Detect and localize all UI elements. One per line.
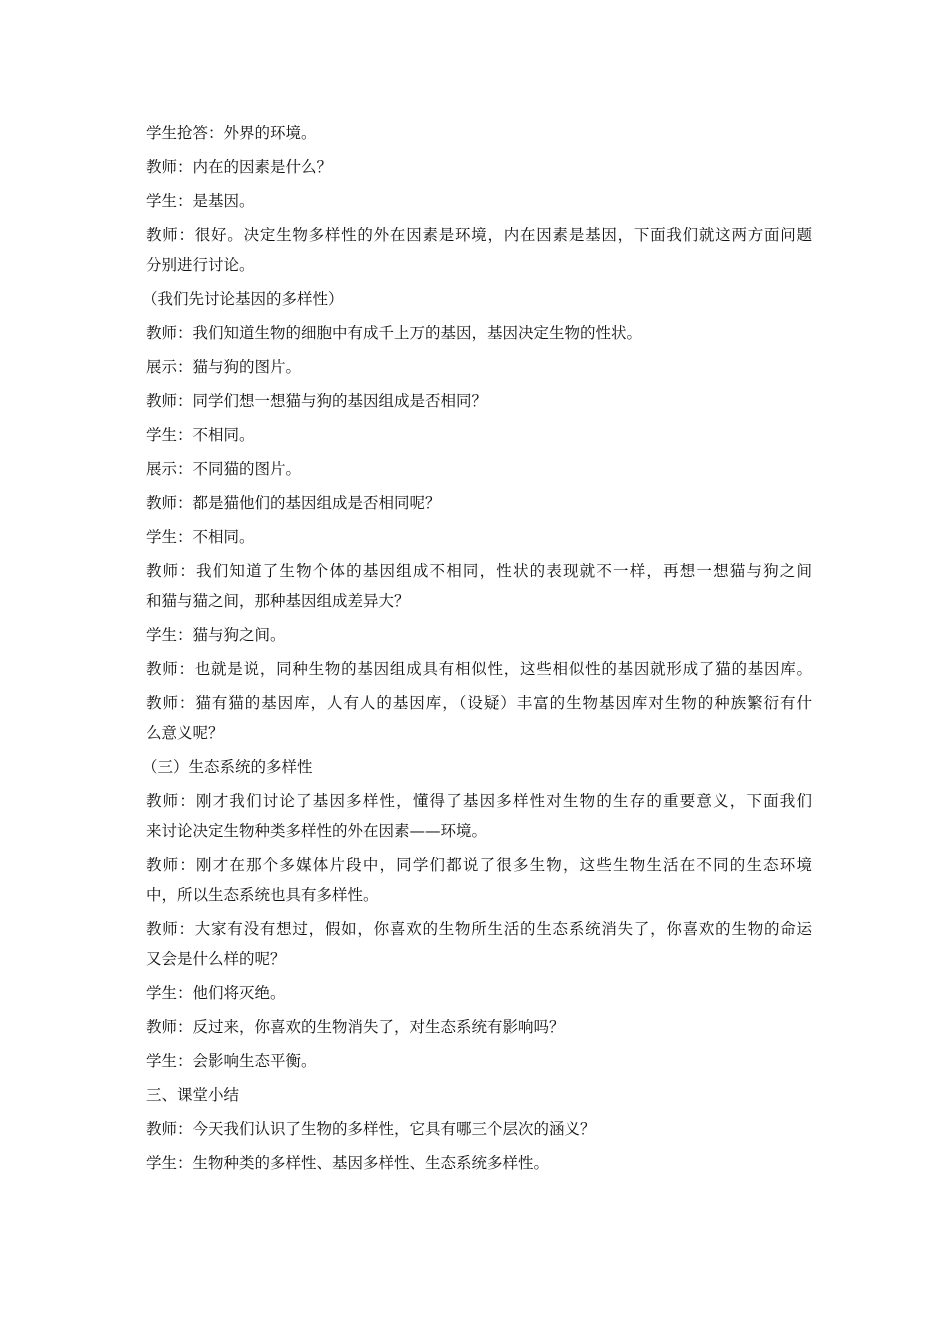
text-line: 教师：内在的因素是什么？ (146, 158, 333, 176)
text-line: 教师：刚才我们讨论了基因多样性，懂得了基因多样性对生物的生存的重要意义，下面我们 (146, 792, 812, 810)
text-line: 学生：不相同。 (146, 426, 255, 444)
text-line: 教师：我们知道生物的细胞中有成千上万的基因，基因决定生物的性状。 (146, 324, 643, 342)
text-line: 展示：不同猫的图片。 (146, 460, 302, 478)
text-line: 来讨论决定生物种类多样性的外在因素——环境。 (146, 822, 488, 840)
text-line: 分别进行讨论。 (146, 256, 255, 274)
text-line: 教师：也就是说，同种生物的基因组成具有相似性，这些相似性的基因就形成了猫的基因库。 (146, 660, 812, 678)
section-heading: 三、课堂小结 (146, 1086, 240, 1104)
text-line: 和猫与猫之间，那种基因组成差异大？ (146, 592, 410, 610)
section-heading: （三）生态系统的多样性 (142, 758, 313, 776)
text-line: 教师：反过来，你喜欢的生物消失了，对生态系统有影响吗？ (146, 1018, 565, 1036)
text-line: 展示：猫与狗的图片。 (146, 358, 302, 376)
text-line: 教师：同学们想一想猫与狗的基因组成是否相同？ (146, 392, 488, 410)
text-line: 教师：很好。决定生物多样性的外在因素是环境，内在因素是基因，下面我们就这两方面问题 (146, 226, 812, 244)
document-body (142, 124, 812, 1188)
text-line: 学生：他们将灭绝。 (146, 984, 286, 1002)
text-line: 教师：今天我们认识了生物的多样性，它具有哪三个层次的涵义？ (146, 1120, 596, 1138)
text-line: 学生：猫与狗之间。 (146, 626, 286, 644)
text-line: 教师：猫有猫的基因库，人有人的基因库，（设疑）丰富的生物基因库对生物的种族繁衍有什 (146, 694, 812, 712)
text-line: 教师：大家有没有想过，假如，你喜欢的生物所生活的生态系统消失了，你喜欢的生物的命运 (146, 920, 812, 938)
text-line: 学生：是基因。 (146, 192, 255, 210)
text-line: 中，所以生态系统也具有多样性。 (146, 886, 379, 904)
text-line: 么意义呢？ (146, 724, 224, 742)
text-line: 学生：不相同。 (146, 528, 255, 546)
text-line: 学生抢答：外界的环境。 (146, 124, 317, 142)
text-line: 又会是什么样的呢？ (146, 950, 286, 968)
text-line: 教师：都是猫他们的基因组成是否相同呢？ (146, 494, 441, 512)
text-line: 教师：刚才在那个多媒体片段中，同学们都说了很多生物，这些生物生活在不同的生态环境 (146, 856, 812, 874)
text-line: 学生：生物种类的多样性、基因多样性、生态系统多样性。 (146, 1154, 550, 1172)
section-note: （我们先讨论基因的多样性） (142, 290, 344, 308)
text-line: 教师：我们知道了生物个体的基因组成不相同，性状的表现就不一样，再想一想猫与狗之间 (146, 562, 812, 580)
text-line: 学生：会影响生态平衡。 (146, 1052, 317, 1070)
